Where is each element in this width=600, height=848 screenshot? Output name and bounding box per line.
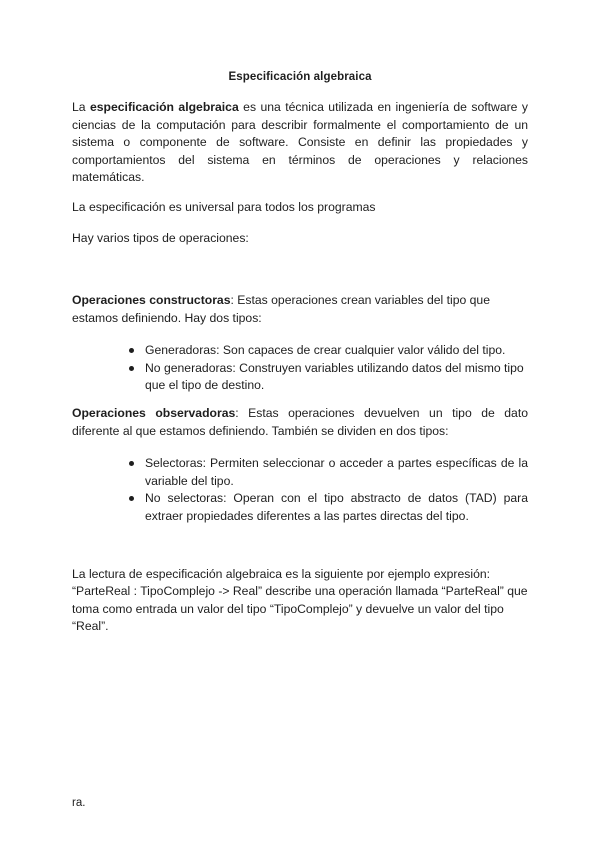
intro-bold-term: especificación algebraica [90, 100, 239, 114]
observadoras-list [129, 455, 528, 525]
observadoras-paragraph: Operaciones observadoras: Estas operaciones devuelven un tipo de dato diferente al que estamos definiendo. También se dividen en dos tipos: [72, 406, 528, 438]
intro-line: comportamientos del sistema en términos de operaciones y relaciones [72, 152, 528, 167]
intro-line: La especificación algebraica es una técnica utilizada en ingeniería de software y [72, 100, 528, 114]
page-footer-text: ra. [72, 797, 86, 809]
constructoras-term: Operaciones constructoras [72, 293, 231, 307]
intro-paragraph [72, 99, 528, 187]
list-item: No selectoras: Operan con el tipo abstracto de datos (TAD) para extraer propiedades diferentes a las partes directas del tipo. [129, 490, 528, 525]
observadoras-term: Operaciones observadoras [72, 406, 236, 420]
lectura-paragraph: La lectura de especificación algebraica es la siguiente por ejemplo expresión: “ParteReal : TipoComplejo -> Real” describe una operación llamada “ParteReal” que toma como entrada un valor del tipo “TipoComplejo” y devuelve un valor del tipo “Real”. [72, 567, 528, 634]
bullet-icon [129, 366, 134, 371]
document-title: Especificación algebraica [228, 71, 372, 83]
bullet-icon [129, 348, 134, 353]
intro-line: sistema o componente de software. Consiste en definir las propiedades y [72, 135, 528, 150]
constructoras-list [129, 342, 528, 395]
list-item: No generadoras: Construyen variables utilizando datos del mismo tipo que el tipo de destino. [129, 360, 528, 395]
bullet-icon [129, 461, 134, 466]
constructoras-paragraph: Operaciones constructoras: Estas operaciones crean variables del tipo que estamos definiendo. Hay dos tipos: [72, 293, 490, 325]
intro-line: matemáticas. [72, 170, 145, 185]
list-item: Generadoras: Son capaces de crear cualquier valor válido del tipo. [129, 342, 528, 360]
intro-line: ciencias de la computación para describir formalmente el comportamiento de un [72, 117, 528, 132]
list-item: Selectoras: Permiten seleccionar o acceder a partes específicas de la variable del tipo. [129, 455, 528, 490]
universal-paragraph: La especificación es universal para todos los programas [72, 200, 376, 214]
bullet-icon [129, 496, 134, 501]
types-intro-paragraph: Hay varios tipos de operaciones: [72, 231, 249, 245]
